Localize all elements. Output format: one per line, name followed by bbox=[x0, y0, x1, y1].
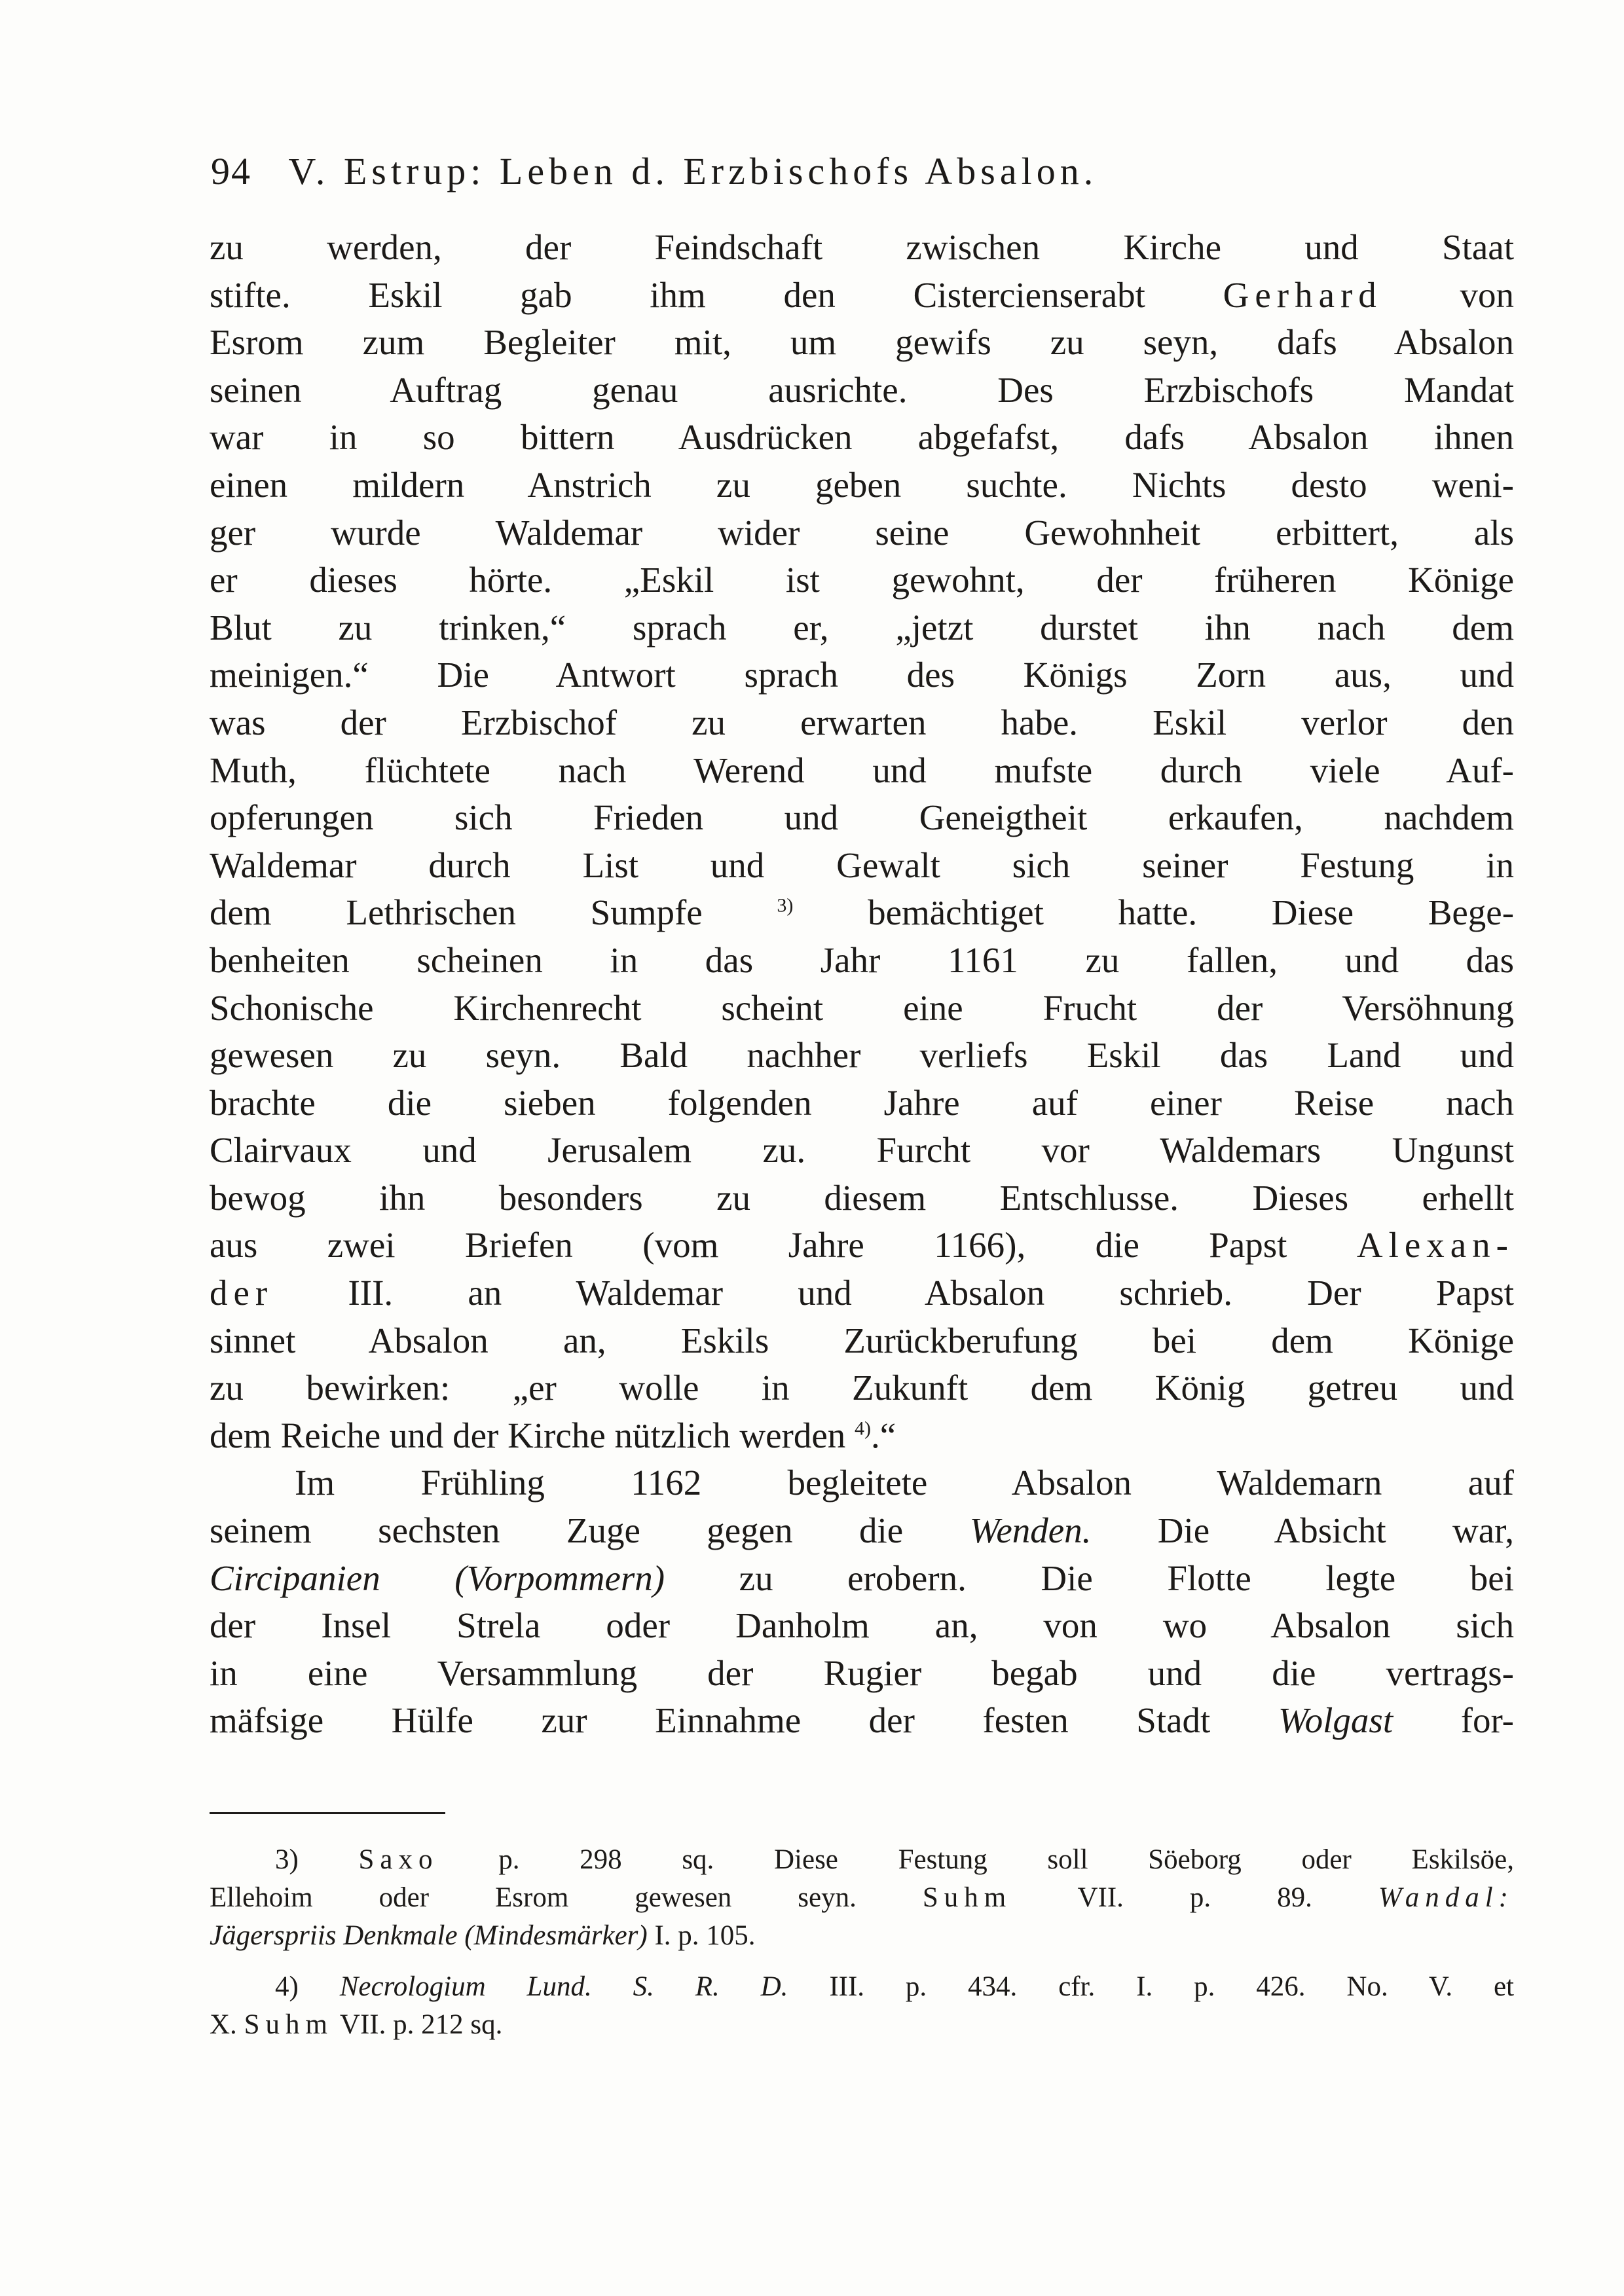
text-line: benheiten scheinen in das Jahr 1161 zu fallen, und das bbox=[210, 939, 1514, 980]
text-line: meinigen.“ Die Antwort sprach des Königs Zorn aus, und bbox=[210, 655, 1514, 695]
footnote-4-line bbox=[210, 2006, 1514, 2044]
text-line: sinnet Absalon an, Eskils Zurückberufung bei dem Könige bbox=[210, 1320, 1514, 1360]
text-line bbox=[210, 1555, 1514, 1603]
footnote-label: 3) bbox=[275, 1844, 299, 1875]
name-gerhard: Gerhard bbox=[1223, 274, 1382, 315]
author-wandal: Wandal: bbox=[1378, 1882, 1514, 1913]
footnote-3-line bbox=[210, 1879, 1514, 1917]
footnote-3-line bbox=[210, 1841, 1514, 1879]
text-line: was der Erzbischof zu erwarten habe. Eskil verlor den bbox=[210, 702, 1514, 742]
text-line: ger wurde Waldemar wider seine Gewohnheit erbittert, als bbox=[210, 512, 1514, 553]
footnote-4-line bbox=[210, 1968, 1514, 2006]
term-circipanien: Circipanien (Vorpommern) bbox=[210, 1558, 665, 1598]
text-fragment: VII. p. 212 sq. bbox=[339, 2009, 503, 2040]
text-line: einen mildern Anstrich zu geben suchte. Nichts desto weni- bbox=[210, 464, 1514, 505]
text-fragment: I. p. 105. bbox=[654, 1920, 756, 1951]
running-title: V. Estrup: Leben d. Erzbischofs Absalon. bbox=[288, 150, 1098, 192]
author-suhm: Suhm bbox=[922, 1882, 1012, 1913]
text-line bbox=[210, 1412, 1514, 1460]
page-number: 94 bbox=[211, 150, 251, 192]
author-saxo: Saxo bbox=[358, 1844, 439, 1875]
text-fragment: X. bbox=[210, 2009, 237, 2040]
text-line: opferungen sich Frieden und Geneigtheit erkaufen, nachdem bbox=[210, 797, 1514, 838]
main-text bbox=[210, 224, 1514, 1745]
text-fragment: III. p. 434. cfr. I. p. 426. No. V. et bbox=[829, 1971, 1514, 2002]
title-jaegerspriis: Jägerspriis Denkmale (Mindesmärker) bbox=[210, 1920, 648, 1951]
footnote-3-line bbox=[210, 1917, 1514, 1955]
text-fragment: for- bbox=[1460, 1700, 1514, 1741]
text-line bbox=[210, 1697, 1514, 1745]
text-line: bewog ihn besonders zu diesem Entschlusse. Dieses erhellt bbox=[210, 1177, 1514, 1218]
text-line: gewesen zu seyn. Bald nachher verliefs Eskil das Land und bbox=[210, 1035, 1514, 1076]
text-fragment: aus zwei Briefen (vom Jahre 1166), die Papst bbox=[210, 1225, 1287, 1266]
text-fragment: von bbox=[1382, 274, 1514, 315]
text-line: Im Frühling 1162 begleitete Absalon Waldemarn auf bbox=[295, 1463, 1514, 1503]
text-line: seinen Auftrag genau ausrichte. Des Erzbischofs Mandat bbox=[210, 369, 1514, 410]
author-suhm: Suhm bbox=[244, 2009, 333, 2040]
text-line: zu werden, der Feindschaft zwischen Kirche und Staat bbox=[210, 227, 1514, 267]
text-line: der Insel Strela oder Danholm an, von wo Absalon sich bbox=[210, 1605, 1514, 1646]
name-alexander: Alexan- bbox=[1356, 1225, 1514, 1266]
footnote-label: 4) bbox=[275, 1971, 299, 2002]
title-necrologium: Necrologium Lund. S. R. D. bbox=[339, 1971, 788, 2002]
name-alexander-cont: der bbox=[210, 1273, 274, 1313]
text-line: in eine Versammlung der Rugier begab und die vertrags- bbox=[210, 1652, 1514, 1693]
term-wenden: Wenden. bbox=[969, 1510, 1092, 1551]
text-fragment: .“ bbox=[871, 1415, 896, 1455]
text-line bbox=[210, 1269, 1514, 1317]
text-fragment: Die Absicht war, bbox=[1157, 1510, 1514, 1551]
text-line bbox=[210, 1222, 1514, 1269]
text-fragment: bemächtiget hatte. Diese Bege- bbox=[868, 892, 1514, 933]
text-fragment: VII. p. 89. bbox=[1077, 1882, 1312, 1913]
text-line: Esrom zum Begleiter mit, um gewifs zu seyn, dafs Absalon bbox=[210, 322, 1514, 363]
text-line: er dieses hörte. „Eskil ist gewohnt, der früheren Könige bbox=[210, 560, 1514, 600]
text-line: Clairvaux und Jerusalem zu. Furcht vor Waldemars Ungunst bbox=[210, 1130, 1514, 1171]
text-fragment: mäfsige Hülfe zur Einnahme der festen Stadt bbox=[210, 1700, 1211, 1741]
text-fragment: dem Reiche und der Kirche nützlich werden bbox=[210, 1415, 846, 1455]
footnote-divider bbox=[210, 1812, 445, 1814]
text-line bbox=[210, 1507, 1514, 1555]
text-line: Muth, flüchtete nach Werend und mufste durch viele Auf- bbox=[210, 750, 1514, 790]
text-fragment: Ellehoim oder Esrom gewesen seyn. bbox=[210, 1882, 857, 1913]
running-header bbox=[211, 145, 1455, 198]
text-fragment: dem Lethrischen Sumpfe bbox=[210, 892, 703, 933]
text-line: brachte die sieben folgenden Jahre auf einer Reise nach bbox=[210, 1082, 1514, 1123]
text-line: Waldemar durch List und Gewalt sich seiner Festung in bbox=[210, 845, 1514, 885]
text-line: war in so bittern Ausdrücken abgefafst, dafs Absalon ihnen bbox=[210, 417, 1514, 458]
term-wolgast: Wolgast bbox=[1278, 1700, 1393, 1741]
text-fragment: zu erobern. Die Flotte legte bei bbox=[739, 1558, 1514, 1598]
footnotes bbox=[210, 1841, 1514, 2044]
text-line bbox=[210, 272, 1514, 319]
text-line: zu bewirken: „er wolle in Zukunft dem König getreu und bbox=[210, 1368, 1514, 1408]
text-fragment: stifte. Eskil gab ihm den Cistercienserabt bbox=[210, 274, 1223, 315]
text-fragment: seinem sechsten Zuge gegen die bbox=[210, 1510, 904, 1551]
text-line bbox=[210, 889, 1514, 937]
footnote-ref-3: 3) bbox=[777, 894, 794, 917]
text-fragment: p. 298 sq. Diese Festung soll Söeborg oder Eskilsöe, bbox=[498, 1844, 1514, 1875]
footnote-ref-4: 4) bbox=[855, 1417, 872, 1440]
text-line: Schonische Kirchenrecht scheint eine Frucht der Versöhnung bbox=[210, 987, 1514, 1028]
text-line: Blut zu trinken,“ sprach er, „jetzt durstet ihn nach dem bbox=[210, 607, 1514, 647]
text-fragment: III. an Waldemar und Absalon schrieb. Der Papst bbox=[348, 1273, 1514, 1313]
